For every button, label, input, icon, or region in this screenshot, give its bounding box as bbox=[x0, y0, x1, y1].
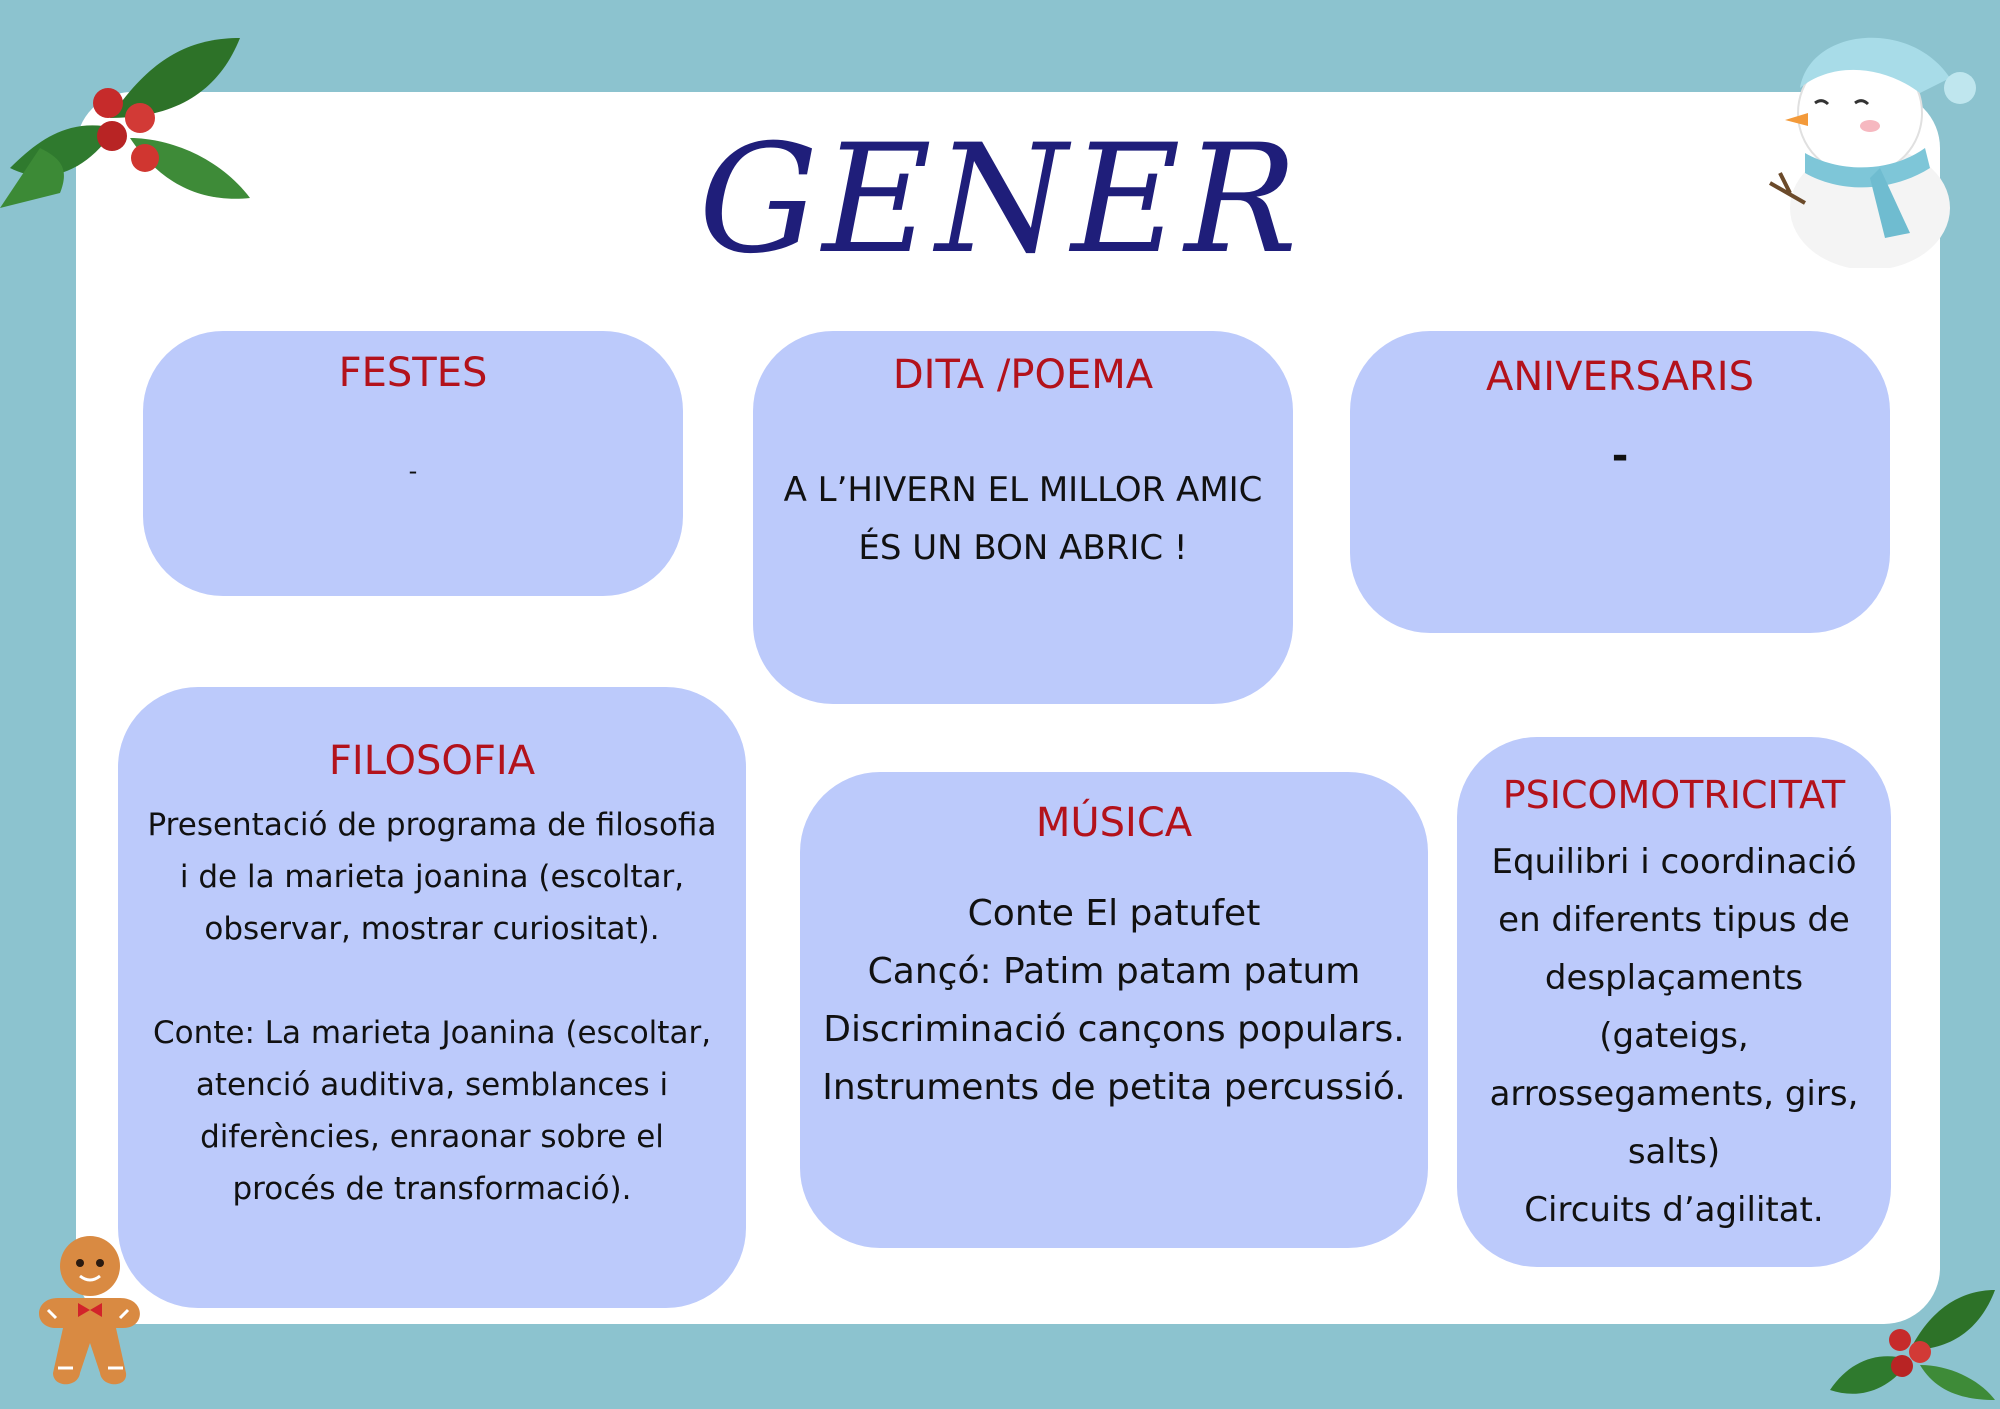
filosofia-card bbox=[118, 687, 746, 1308]
musica-text bbox=[800, 885, 1428, 1117]
musica-line: Instruments de petita percussió. bbox=[822, 1067, 1406, 1108]
filosofia-heading: FILOSOFIA bbox=[328, 738, 536, 784]
holly-icon bbox=[1820, 1270, 2000, 1400]
aniversaris-card bbox=[1350, 331, 1890, 633]
festes-body: - bbox=[408, 457, 418, 485]
musica-line: Discriminació cançons populars. bbox=[823, 1009, 1405, 1050]
psicomotricitat-text bbox=[1457, 833, 1891, 1239]
dita-line: ÉS UN BON ABRIC ! bbox=[858, 528, 1188, 568]
dita-line: A L’HIVERN EL MILLOR AMIC bbox=[783, 470, 1263, 510]
musica-card bbox=[800, 772, 1428, 1248]
dita-poema-text bbox=[753, 461, 1293, 577]
psicomotricitat-line: Circuits d’agilitat. bbox=[1524, 1189, 1824, 1230]
psicomotricitat-line: Equilibri i coordinació en diferents tipus de desplaçaments (gateigs, arrossegaments, girs, salts) bbox=[1489, 841, 1859, 1172]
festes-card bbox=[143, 331, 683, 596]
musica-line: Cançó: Patim patam patum bbox=[867, 951, 1361, 992]
psicomotricitat-heading: PSICOMOTRICITAT bbox=[1502, 773, 1846, 817]
dita-poema-heading: DITA /POEMA bbox=[892, 352, 1154, 398]
aniversaris-heading: ANIVERSARIS bbox=[1486, 354, 1754, 400]
festes-heading: FESTES bbox=[338, 350, 488, 396]
psicomotricitat-card bbox=[1457, 737, 1891, 1267]
dita-poema-card bbox=[753, 331, 1293, 704]
filosofia-paragraph: Presentació de programa de filosofia i de la marieta joanina (escoltar, observar, mostrar curiositat). bbox=[147, 807, 717, 947]
musica-heading: MÚSICA bbox=[1035, 800, 1193, 846]
musica-line: Conte El patufet bbox=[967, 893, 1261, 934]
aniversaris-body: - bbox=[1611, 433, 1629, 479]
filosofia-paragraph: Conte: La marieta Joanina (escoltar, atenció auditiva, semblances i diferències, enraonar sobre el procés de transformació). bbox=[152, 1015, 712, 1207]
page-title: GENER bbox=[698, 113, 1302, 287]
